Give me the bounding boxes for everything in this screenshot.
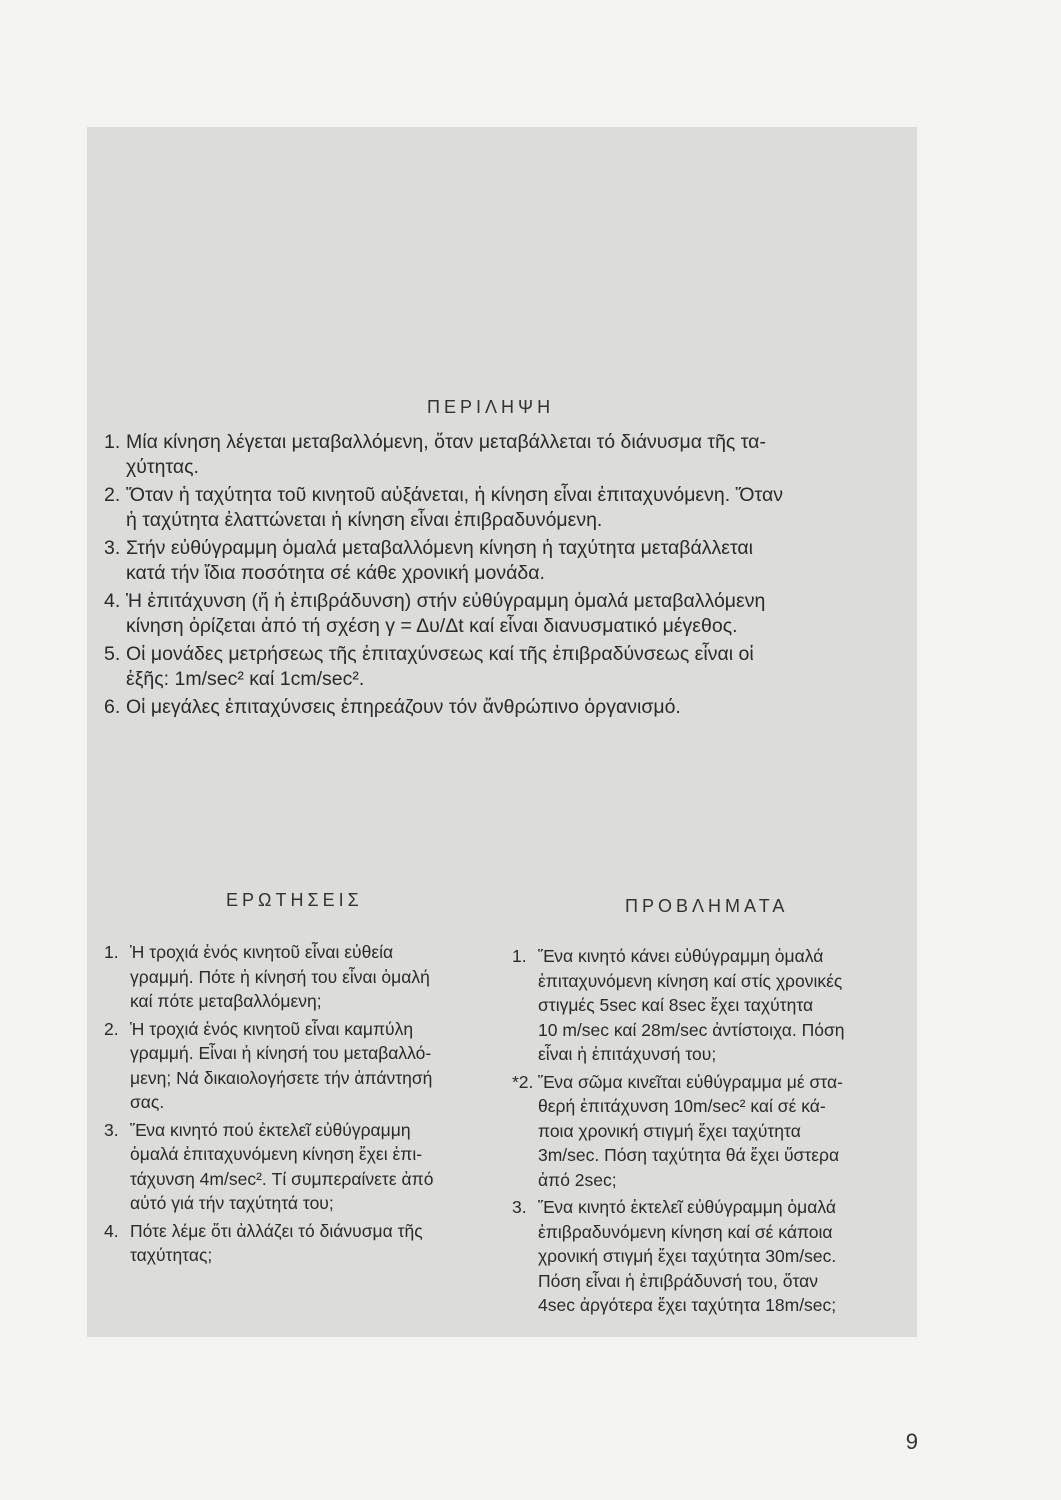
item-number: 1.	[104, 431, 121, 453]
page-number: 9	[905, 1429, 918, 1454]
item-number: 3.	[104, 1119, 119, 1140]
item-number: 1.	[512, 946, 527, 966]
summary-line: χύτητας.	[126, 456, 199, 478]
problems-line: ποια χρονική στιγμή ἔχει ταχύτητα	[538, 1120, 801, 1141]
questions-line: αὐτό γιά τήν ταχύτητά του;	[130, 1193, 334, 1213]
questions-line: γραμμή. Πότε ἡ κίνησή του εἶναι ὁμαλή	[130, 966, 430, 987]
problems-line: χρονική στιγμή ἔχει ταχύτητα 30m/sec.	[538, 1246, 837, 1266]
line-text: Ἡ τροχιά ἑνός κινητοῦ εἶναι καμπύλη	[130, 1018, 414, 1039]
summary-line	[104, 536, 904, 561]
questions-item	[104, 1219, 492, 1268]
problems-item	[512, 1195, 904, 1318]
problems-line	[512, 944, 904, 969]
summary-line: ἑξῆς: 1m/sec² καί 1cm/sec².	[126, 668, 365, 690]
summary-line	[104, 642, 904, 667]
summary-line: κίνηση ὁρίζεται ἀπό τή σχέση γ = Δυ/Δt καί εἶναι διανυσματικό μέγεθος.	[126, 615, 738, 637]
summary-item	[104, 695, 904, 720]
problems-item	[512, 1070, 904, 1193]
problems-line: ἐπιβραδυνόμενη κίνηση καί σέ κάποια	[538, 1221, 833, 1242]
item-number: 2.	[104, 484, 121, 506]
item-number: 3.	[104, 537, 121, 559]
summary-line	[104, 430, 904, 455]
item-number: 5.	[104, 643, 121, 665]
line-text: Ἡ τροχιά ἑνός κινητοῦ εἶναι εὐθεία	[130, 942, 394, 962]
problems-line: ἐπιταχυνόμενη κίνηση καί στίς χρονικές	[538, 970, 843, 991]
questions-item	[104, 940, 492, 1014]
item-number: 1.	[104, 942, 119, 962]
summary-line: κατά τήν ἴδια ποσότητα σέ κάθε χρονική μονάδα.	[126, 562, 545, 584]
questions-line	[104, 1118, 492, 1143]
line-text: Στήν εὐθύγραμμη ὁμαλά μεταβαλλόμενη κίνηση ἡ ταχύτητα μεταβάλλεται	[126, 537, 754, 559]
problems-line	[512, 1195, 904, 1220]
questions-list	[104, 940, 492, 1271]
line-text: Ἕνα κινητό πού ἐκτελεῖ εὐθύγραμμη	[130, 1119, 411, 1140]
summary-line	[104, 483, 904, 508]
line-text: Μία κίνηση λέγεται μεταβαλλόμενη, ὅταν μεταβάλλεται τό διάνυσμα τῆς τα-	[126, 431, 766, 453]
problems-line	[512, 1070, 904, 1095]
questions-item	[104, 1118, 492, 1216]
questions-line	[104, 940, 492, 965]
questions-line: ταχύτητας;	[130, 1245, 213, 1265]
line-text: Ἕνα κινητό κάνει εὐθύγραμμη ὁμαλά	[538, 946, 824, 966]
questions-line: μενη; Νά δικαιολογήσετε τήν ἀπάντησή	[130, 1067, 433, 1088]
questions-line: ὁμαλά ἐπιταχυνόμενη κίνηση ἔχει ἐπι-	[130, 1144, 423, 1164]
summary-line: ἡ ταχύτητα ἐλαττώνεται ἡ κίνηση εἶναι ἐπιβραδυνόμενη.	[126, 509, 603, 531]
line-text: Ὅταν ἡ ταχύτητα τοῦ κινητοῦ αὐξάνεται, ἡ κίνηση εἶναι ἐπιταχυνόμενη. Ὅταν	[126, 484, 783, 506]
questions-line	[104, 1017, 492, 1042]
item-number: 6.	[104, 696, 121, 718]
questions-heading: ΕΡΩΤΗΣΕΙΣ	[226, 890, 363, 910]
line-text: Ἕνα σῶμα κινεῖται εὐθύγραμμα μέ στα-	[538, 1071, 843, 1092]
problems-line: 10 m/sec καί 28m/sec ἀντίστοιχα. Πόση	[538, 1019, 845, 1040]
summary-item	[104, 589, 904, 639]
item-number: *2.	[512, 1071, 534, 1092]
problems-line: θερή ἐπιτάχυνση 10m/sec² καί σέ κά-	[538, 1096, 826, 1116]
questions-line: καί πότε μεταβαλλόμενη;	[130, 991, 322, 1011]
questions-line: γραμμή. Εἶναι ἡ κίνησή του μεταβαλλό-	[130, 1043, 432, 1063]
summary-heading: ΠΕΡΙΛΗΨΗ	[427, 397, 555, 417]
questions-line: τάχυνση 4m/sec². Τί συμπεραίνετε ἀπό	[130, 1168, 434, 1189]
problems-line: Πόση εἶναι ἡ ἐπιβράδυνσή του, ὅταν	[538, 1270, 818, 1291]
summary-line	[104, 589, 904, 614]
summary-item	[104, 483, 904, 533]
questions-line	[104, 1219, 492, 1244]
summary-item	[104, 430, 904, 480]
line-text: Οἱ μονάδες μετρήσεως τῆς ἐπιταχύνσεως καί τῆς ἐπιβραδύνσεως εἶναι οἱ	[126, 643, 754, 665]
problems-list	[512, 944, 904, 1321]
problems-line: 4sec ἀργότερα ἔχει ταχύτητα 18m/sec;	[538, 1295, 837, 1315]
problems-item	[512, 944, 904, 1067]
line-text: Πότε λέμε ὅτι ἀλλάζει τό διάνυσμα τῆς	[130, 1220, 423, 1241]
questions-line: σας.	[130, 1092, 165, 1112]
item-number: 3.	[512, 1197, 527, 1217]
summary-item	[104, 536, 904, 586]
line-text: Οἱ μεγάλες ἐπιταχύνσεις ἐπηρεάζουν τόν ἄνθρώπινο ὀργανισμό.	[126, 696, 681, 718]
item-number: 4.	[104, 1220, 119, 1241]
item-number: 4.	[104, 590, 121, 612]
line-text: Ἡ ἐπιτάχυνση (ἤ ἡ ἐπιβράδυνση) στήν εὐθύγραμμη ὁμαλά μεταβαλλόμενη	[126, 590, 766, 612]
line-text: Ἕνα κινητό ἐκτελεῖ εὐθύγραμμη ὁμαλά	[538, 1197, 836, 1217]
questions-item	[104, 1017, 492, 1115]
problems-line: ἀπό 2sec;	[538, 1169, 617, 1190]
summary-list	[104, 430, 904, 723]
summary-item	[104, 642, 904, 692]
problems-line: εἶναι ἡ ἐπιτάχυνσή του;	[538, 1044, 717, 1064]
item-number: 2.	[104, 1018, 119, 1039]
problems-line: στιγμές 5sec καί 8sec ἔχει ταχύτητα	[538, 995, 814, 1015]
summary-line	[104, 695, 904, 720]
problems-line: 3m/sec. Πόση ταχύτητα θά ἔχει ὕστερα	[538, 1145, 840, 1165]
problems-heading: ΠΡΟΒΛΗΜΑΤΑ	[625, 896, 789, 916]
